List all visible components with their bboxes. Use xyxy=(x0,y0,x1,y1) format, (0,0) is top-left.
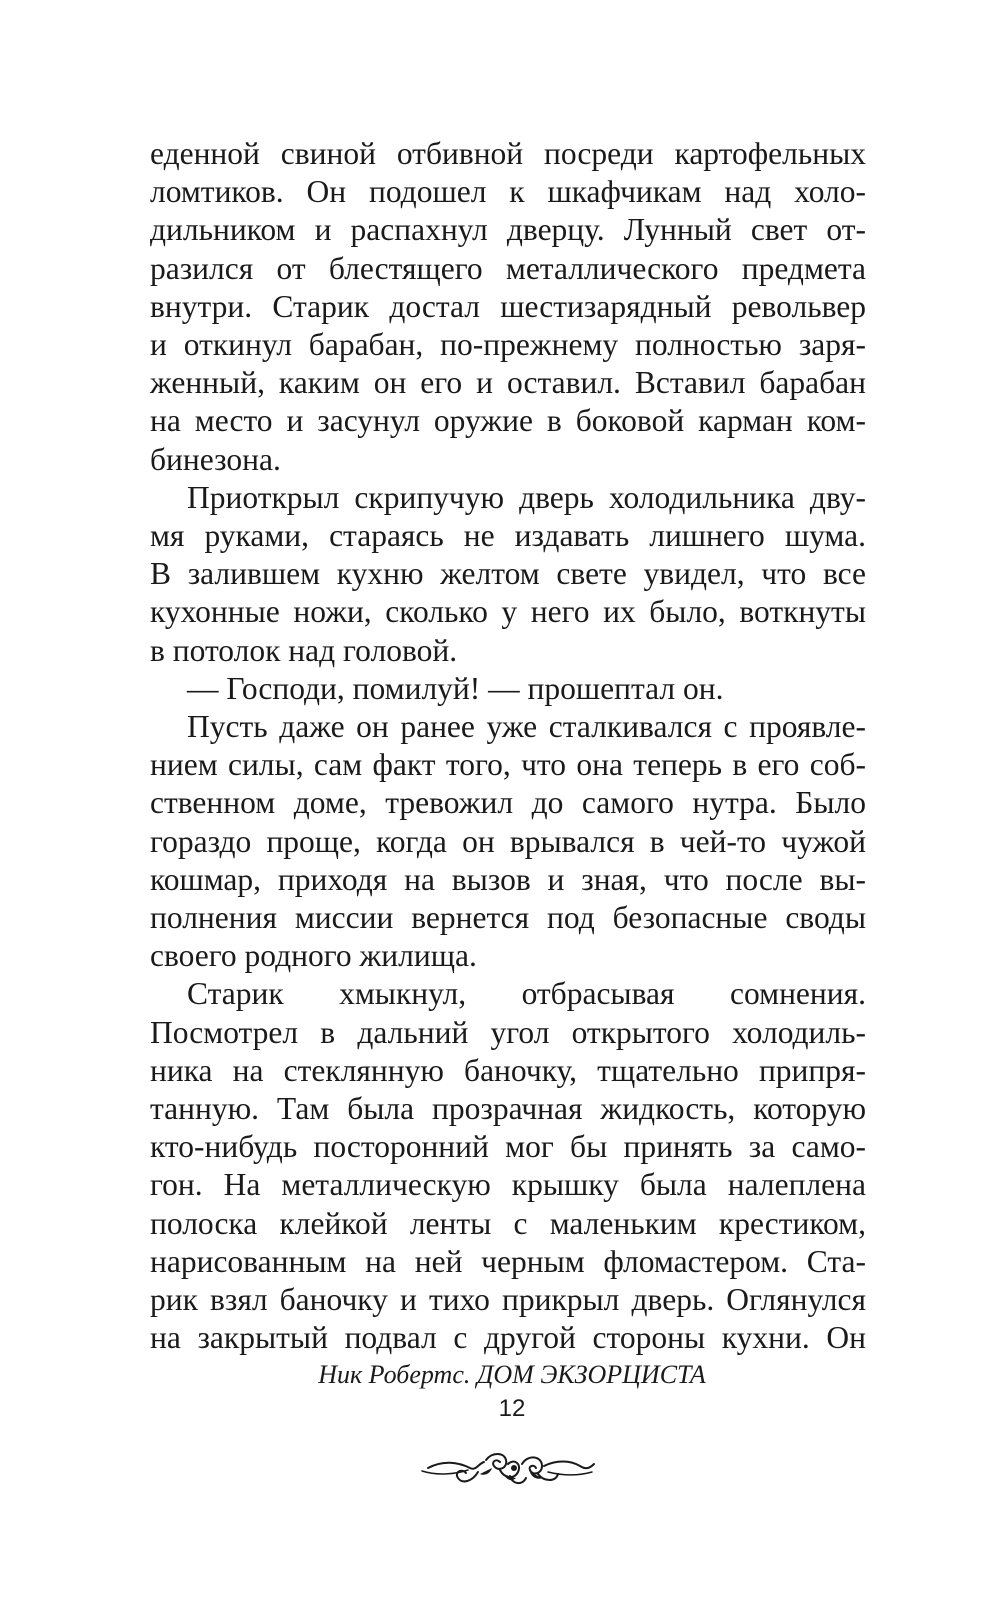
text-line: нарисованным на ней черным фломастером. Ста- xyxy=(150,1243,866,1279)
text-line: Приоткрыл скрипучую дверь холодильника дву- xyxy=(187,479,866,515)
text-line: бинезона. xyxy=(150,441,281,477)
text-line: В залившем кухню желтом свете увидел, что все xyxy=(150,556,866,592)
text-line: — Господи, помилуй! — прошептал он. xyxy=(187,670,724,706)
text-line: полоска клейкой ленты с маленьким крестиком, xyxy=(150,1205,866,1241)
text-line: гораздо проще, когда он врывался в чей-то чужой xyxy=(150,823,866,859)
text-line: в потолок над головой. xyxy=(150,632,458,668)
text-line: ломтиков. Он подошел к шкафчикам над холо- xyxy=(150,174,866,210)
text-line: ника на стеклянную баночку, тщательно припря- xyxy=(150,1052,866,1088)
text-line: и откинул барабан, по-прежнему полностью заря- xyxy=(150,327,866,363)
text-line: женный, каким он его и оставил. Вставил барабан xyxy=(150,365,866,401)
text-line: внутри. Старик достал шестизарядный револьвер xyxy=(150,288,866,324)
paragraph-dialogue xyxy=(150,670,866,708)
text-line: гон. На металлическую крышку была налеплена xyxy=(150,1167,866,1203)
text-line: еденной свиной отбивной посреди картофельных xyxy=(150,136,866,171)
flourish-ornament-icon xyxy=(418,1438,598,1498)
text-line: на место и засунул оружие в боковой карман ком- xyxy=(150,403,866,439)
paragraph xyxy=(150,479,866,670)
text-line: на закрытый подвал с другой стороны кухни. Он xyxy=(150,1320,866,1356)
text-line: дильником и распахнул дверцу. Лунный свет от- xyxy=(150,212,866,248)
text-line: Пусть даже он ранее уже сталкивался с проявле- xyxy=(187,709,866,745)
text-line: мя руками, стараясь не издавать лишнего шума. xyxy=(150,518,866,554)
text-line: кошмар, приходя на вызов и зная, что после вы- xyxy=(150,861,866,897)
text-line: кто-нибудь посторонний мог бы принять за само- xyxy=(150,1129,866,1165)
paragraph xyxy=(150,975,866,1357)
body-text xyxy=(150,135,866,1358)
text-line: разился от блестящего металлического предмета xyxy=(150,250,866,286)
text-line: Посмотрел в дальний угол открытого холодиль- xyxy=(150,1014,866,1050)
text-line: Старик хмыкнул, отбрасывая сомнения. xyxy=(187,976,866,1012)
paragraph xyxy=(150,135,866,479)
text-line: танную. Там была прозрачная жидкость, которую xyxy=(150,1091,866,1127)
text-line: нием силы, сам факт того, что она теперь в его соб- xyxy=(150,747,866,783)
page-number: 12 xyxy=(498,1395,526,1422)
text-line: полнения миссии вернется под безопасные своды xyxy=(150,900,866,936)
paragraph xyxy=(150,708,866,975)
running-title: Ник Робертс. ДОМ ЭКЗОРЦИСТА xyxy=(318,1360,706,1389)
text-line: ственном доме, тревожил до самого нутра. Было xyxy=(150,785,866,821)
text-line: рик взял баночку и тихо прикрыл дверь. Оглянулся xyxy=(150,1282,866,1318)
text-line: кухонные ножи, сколько у него их было, воткнуты xyxy=(150,594,866,630)
text-line: своего родного жилища. xyxy=(150,938,477,974)
